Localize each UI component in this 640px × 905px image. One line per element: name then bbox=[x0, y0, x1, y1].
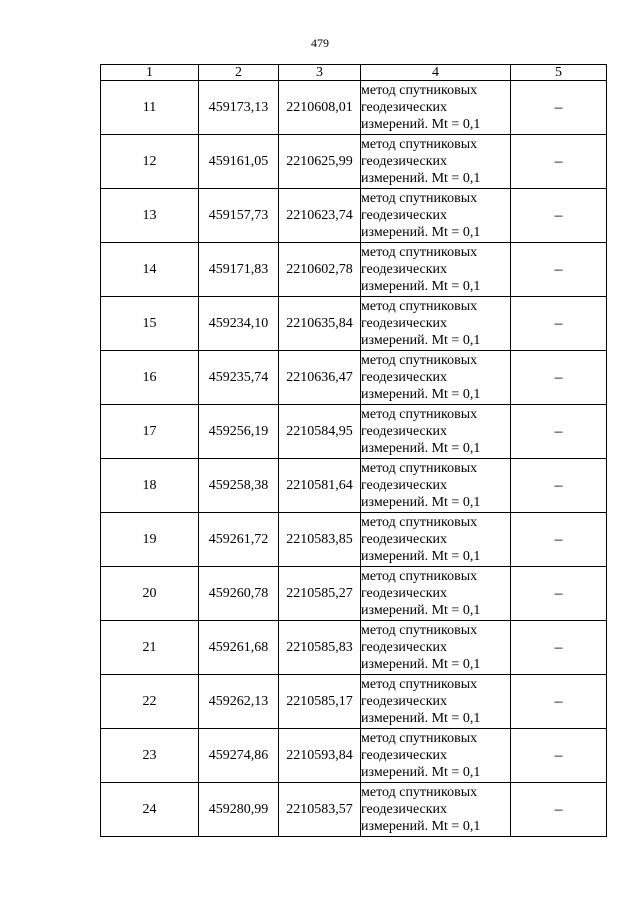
method-line: геодезических bbox=[361, 748, 448, 763]
x-coordinate-cell: 459280,99 bbox=[199, 783, 279, 837]
method-line: метод спутниковых bbox=[361, 515, 478, 530]
y-coordinate-cell: 2210636,47 bbox=[279, 351, 361, 405]
x-coordinate-cell: 459261,68 bbox=[199, 621, 279, 675]
method-cell bbox=[361, 621, 511, 675]
method-line: метод спутниковых bbox=[361, 353, 478, 368]
page-number: 479 bbox=[311, 36, 329, 50]
method-line: метод спутниковых bbox=[361, 191, 478, 206]
method-line: геодезических bbox=[361, 100, 448, 115]
method-line: геодезических bbox=[361, 694, 448, 709]
method-cell bbox=[361, 459, 511, 513]
point-number-cell: 17 bbox=[101, 405, 199, 459]
note-cell: – bbox=[511, 459, 607, 513]
point-number-cell: 16 bbox=[101, 351, 199, 405]
header-col-3: 3 bbox=[279, 65, 361, 81]
point-number-cell: 15 bbox=[101, 297, 199, 351]
note-cell: – bbox=[511, 729, 607, 783]
method-line: измерений. Mt = 0,1 bbox=[361, 549, 481, 564]
table-row bbox=[101, 135, 607, 189]
x-coordinate-cell: 459234,10 bbox=[199, 297, 279, 351]
note-cell: – bbox=[511, 513, 607, 567]
y-coordinate-cell: 2210608,01 bbox=[279, 81, 361, 135]
method-line: метод спутниковых bbox=[361, 623, 478, 638]
table-row bbox=[101, 567, 607, 621]
y-coordinate-cell: 2210585,17 bbox=[279, 675, 361, 729]
y-coordinate-cell: 2210623,74 bbox=[279, 189, 361, 243]
y-coordinate-cell: 2210635,84 bbox=[279, 297, 361, 351]
point-number-cell: 20 bbox=[101, 567, 199, 621]
table-row bbox=[101, 243, 607, 297]
x-coordinate-cell: 459258,38 bbox=[199, 459, 279, 513]
note-cell: – bbox=[511, 351, 607, 405]
method-cell bbox=[361, 297, 511, 351]
method-line: геодезических bbox=[361, 316, 448, 331]
method-line: геодезических bbox=[361, 532, 448, 547]
x-coordinate-cell: 459262,13 bbox=[199, 675, 279, 729]
table-row bbox=[101, 81, 607, 135]
method-line: измерений. Mt = 0,1 bbox=[361, 387, 481, 402]
x-coordinate-cell: 459256,19 bbox=[199, 405, 279, 459]
method-cell bbox=[361, 81, 511, 135]
table-row bbox=[101, 729, 607, 783]
y-coordinate-cell: 2210593,84 bbox=[279, 729, 361, 783]
point-number-cell: 14 bbox=[101, 243, 199, 297]
method-line: измерений. Mt = 0,1 bbox=[361, 171, 481, 186]
point-number-cell: 12 bbox=[101, 135, 199, 189]
method-line: измерений. Mt = 0,1 bbox=[361, 225, 481, 240]
x-coordinate-cell: 459157,73 bbox=[199, 189, 279, 243]
x-coordinate-cell: 459235,74 bbox=[199, 351, 279, 405]
method-line: геодезических bbox=[361, 802, 448, 817]
method-line: измерений. Mt = 0,1 bbox=[361, 819, 481, 834]
method-line: измерений. Mt = 0,1 bbox=[361, 603, 481, 618]
point-number-cell: 21 bbox=[101, 621, 199, 675]
method-cell bbox=[361, 243, 511, 297]
table-row bbox=[101, 351, 607, 405]
y-coordinate-cell: 2210583,85 bbox=[279, 513, 361, 567]
method-line: метод спутниковых bbox=[361, 245, 478, 260]
point-number-cell: 23 bbox=[101, 729, 199, 783]
method-cell bbox=[361, 783, 511, 837]
x-coordinate-cell: 459261,72 bbox=[199, 513, 279, 567]
header-col-2: 2 bbox=[199, 65, 279, 81]
y-coordinate-cell: 2210625,99 bbox=[279, 135, 361, 189]
table-row bbox=[101, 675, 607, 729]
note-cell: – bbox=[511, 81, 607, 135]
table-row bbox=[101, 459, 607, 513]
method-line: метод спутниковых bbox=[361, 569, 478, 584]
method-cell bbox=[361, 189, 511, 243]
y-coordinate-cell: 2210583,57 bbox=[279, 783, 361, 837]
table-row bbox=[101, 513, 607, 567]
method-line: метод спутниковых bbox=[361, 785, 478, 800]
method-line: метод спутниковых bbox=[361, 677, 478, 692]
point-number-cell: 24 bbox=[101, 783, 199, 837]
method-line: метод спутниковых bbox=[361, 407, 478, 422]
method-line: геодезических bbox=[361, 370, 448, 385]
method-line: измерений. Mt = 0,1 bbox=[361, 117, 481, 132]
table-row bbox=[101, 405, 607, 459]
note-cell: – bbox=[511, 297, 607, 351]
table-row bbox=[101, 189, 607, 243]
note-cell: – bbox=[511, 189, 607, 243]
method-line: геодезических bbox=[361, 262, 448, 277]
method-line: геодезических bbox=[361, 640, 448, 655]
x-coordinate-cell: 459173,13 bbox=[199, 81, 279, 135]
point-number-cell: 22 bbox=[101, 675, 199, 729]
point-number-cell: 18 bbox=[101, 459, 199, 513]
method-cell bbox=[361, 135, 511, 189]
note-cell: – bbox=[511, 675, 607, 729]
method-line: геодезических bbox=[361, 478, 448, 493]
method-line: геодезических bbox=[361, 154, 448, 169]
header-col-1: 1 bbox=[101, 65, 199, 81]
x-coordinate-cell: 459161,05 bbox=[199, 135, 279, 189]
method-cell bbox=[361, 405, 511, 459]
y-coordinate-cell: 2210602,78 bbox=[279, 243, 361, 297]
y-coordinate-cell: 2210585,27 bbox=[279, 567, 361, 621]
method-cell bbox=[361, 513, 511, 567]
method-line: измерений. Mt = 0,1 bbox=[361, 765, 481, 780]
method-line: измерений. Mt = 0,1 bbox=[361, 657, 481, 672]
y-coordinate-cell: 2210581,64 bbox=[279, 459, 361, 513]
coordinates-table bbox=[100, 64, 607, 837]
note-cell: – bbox=[511, 783, 607, 837]
table-row bbox=[101, 297, 607, 351]
method-cell bbox=[361, 567, 511, 621]
method-line: измерений. Mt = 0,1 bbox=[361, 279, 481, 294]
table-body bbox=[101, 81, 607, 837]
method-line: метод спутниковых bbox=[361, 461, 478, 476]
x-coordinate-cell: 459274,86 bbox=[199, 729, 279, 783]
method-cell bbox=[361, 351, 511, 405]
x-coordinate-cell: 459171,83 bbox=[199, 243, 279, 297]
method-line: геодезических bbox=[361, 208, 448, 223]
point-number-cell: 13 bbox=[101, 189, 199, 243]
y-coordinate-cell: 2210585,83 bbox=[279, 621, 361, 675]
method-line: измерений. Mt = 0,1 bbox=[361, 711, 481, 726]
note-cell: – bbox=[511, 135, 607, 189]
table-header-row bbox=[101, 65, 607, 81]
table-row bbox=[101, 621, 607, 675]
method-line: метод спутниковых bbox=[361, 299, 478, 314]
method-line: измерений. Mt = 0,1 bbox=[361, 333, 481, 348]
x-coordinate-cell: 459260,78 bbox=[199, 567, 279, 621]
header-col-4: 4 bbox=[361, 65, 511, 81]
header-col-5: 5 bbox=[511, 65, 607, 81]
note-cell: – bbox=[511, 621, 607, 675]
method-cell bbox=[361, 675, 511, 729]
y-coordinate-cell: 2210584,95 bbox=[279, 405, 361, 459]
note-cell: – bbox=[511, 405, 607, 459]
method-line: метод спутниковых bbox=[361, 731, 478, 746]
method-line: метод спутниковых bbox=[361, 137, 478, 152]
method-line: измерений. Mt = 0,1 bbox=[361, 441, 481, 456]
point-number-cell: 11 bbox=[101, 81, 199, 135]
method-line: метод спутниковых bbox=[361, 83, 478, 98]
note-cell: – bbox=[511, 243, 607, 297]
method-line: геодезических bbox=[361, 586, 448, 601]
point-number-cell: 19 bbox=[101, 513, 199, 567]
table-row bbox=[101, 783, 607, 837]
method-cell bbox=[361, 729, 511, 783]
note-cell: – bbox=[511, 567, 607, 621]
method-line: измерений. Mt = 0,1 bbox=[361, 495, 481, 510]
method-line: геодезических bbox=[361, 424, 448, 439]
